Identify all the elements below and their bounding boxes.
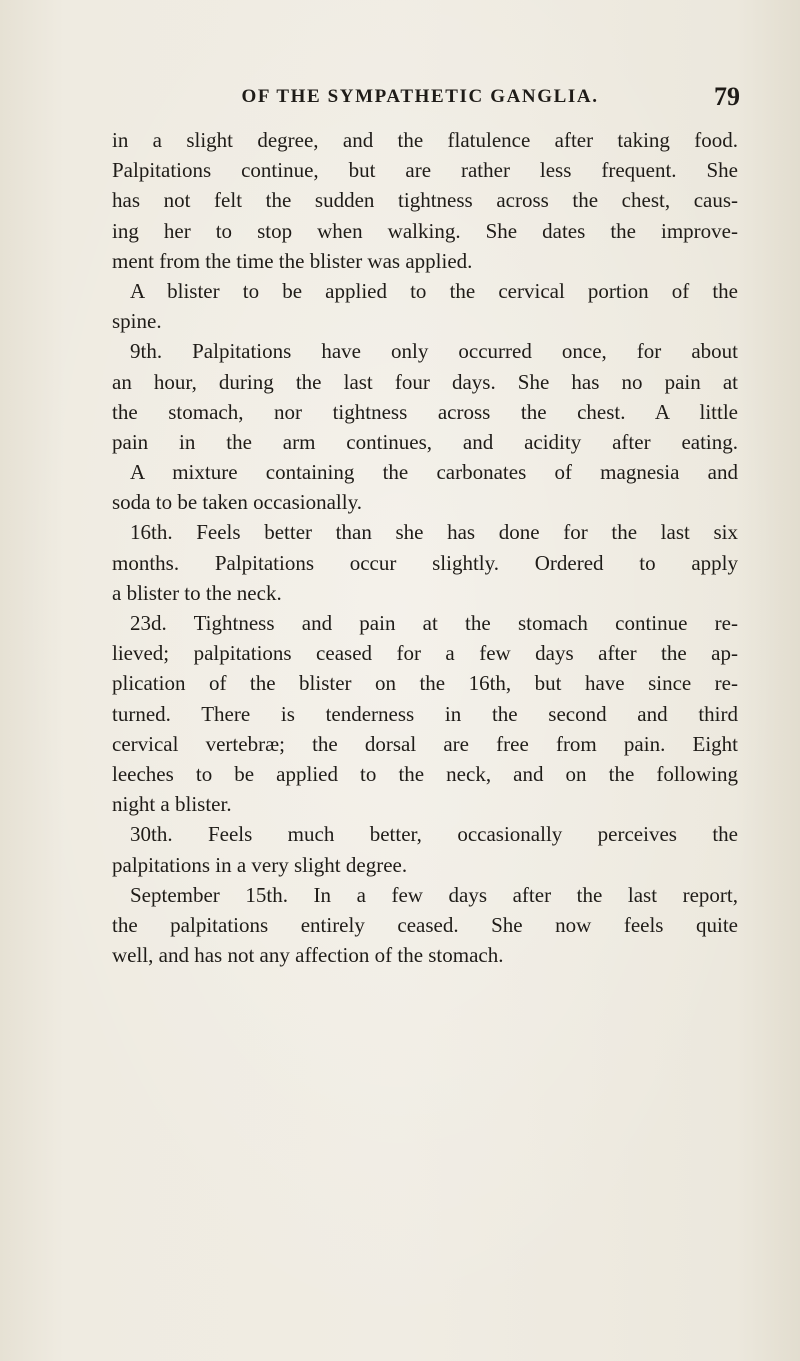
running-head: [100, 82, 740, 114]
text-line: an hour, during the last four days. She has no pain at: [112, 369, 738, 394]
page-number: 79: [714, 82, 740, 111]
text-line: cervical vertebræ; the dorsal are free from pain. Eight: [112, 731, 738, 756]
text-line: lieved; palpitations ceased for a few days after the ap-: [112, 641, 738, 666]
text-line: turned. There is tenderness in the second and third: [112, 701, 738, 726]
text-line: the stomach, nor tightness across the chest. A little: [112, 399, 738, 424]
text-line: palpitations in a very slight degree.: [112, 852, 408, 877]
text-line: A blister to be applied to the cervical portion of the: [130, 278, 738, 303]
text-line: the palpitations entirely ceased. She now feels quite: [112, 912, 738, 937]
text-line: night a blister.: [112, 792, 232, 817]
text-line: 23d. Tightness and pain at the stomach continue re-: [130, 611, 738, 635]
text-line: soda to be taken occasionally.: [112, 490, 362, 515]
text-line: A mixture containing the carbonates of magnesia and: [130, 460, 738, 485]
text-line: a blister to the neck.: [112, 580, 282, 605]
text-line: leeches to be applied to the neck, and on the following: [112, 761, 738, 786]
text-line: pain in the arm continues, and acidity after eating.: [112, 429, 738, 454]
text-line: has not felt the sudden tightness across the chest, caus-: [112, 188, 738, 213]
text-line: 16th. Feels better than she has done for the last six: [130, 520, 738, 545]
text-line: ing her to stop when walking. She dates the improve-: [112, 218, 738, 243]
text-line: Palpitations continue, but are rather less frequent. She: [112, 158, 738, 183]
text-line: months. Palpitations occur slightly. Ordered to apply: [112, 550, 738, 575]
body-text: [112, 125, 738, 970]
text-line: in a slight degree, and the flatulence after taking food.: [112, 128, 738, 152]
text-line: 30th. Feels much better, occasionally perceives the: [130, 822, 738, 847]
text-line: spine.: [112, 309, 162, 334]
text-line: September 15th. In a few days after the last report,: [130, 882, 738, 907]
text-line: well, and has not any affection of the stomach.: [112, 943, 504, 968]
text-line: 9th. Palpitations have only occurred once, for about: [130, 339, 738, 364]
running-title: OF THE SYMPATHETIC GANGLIA.: [241, 86, 599, 107]
text-line: ment from the time the blister was applied.: [112, 248, 473, 273]
text-line: plication of the blister on the 16th, but have since re-: [112, 671, 738, 696]
